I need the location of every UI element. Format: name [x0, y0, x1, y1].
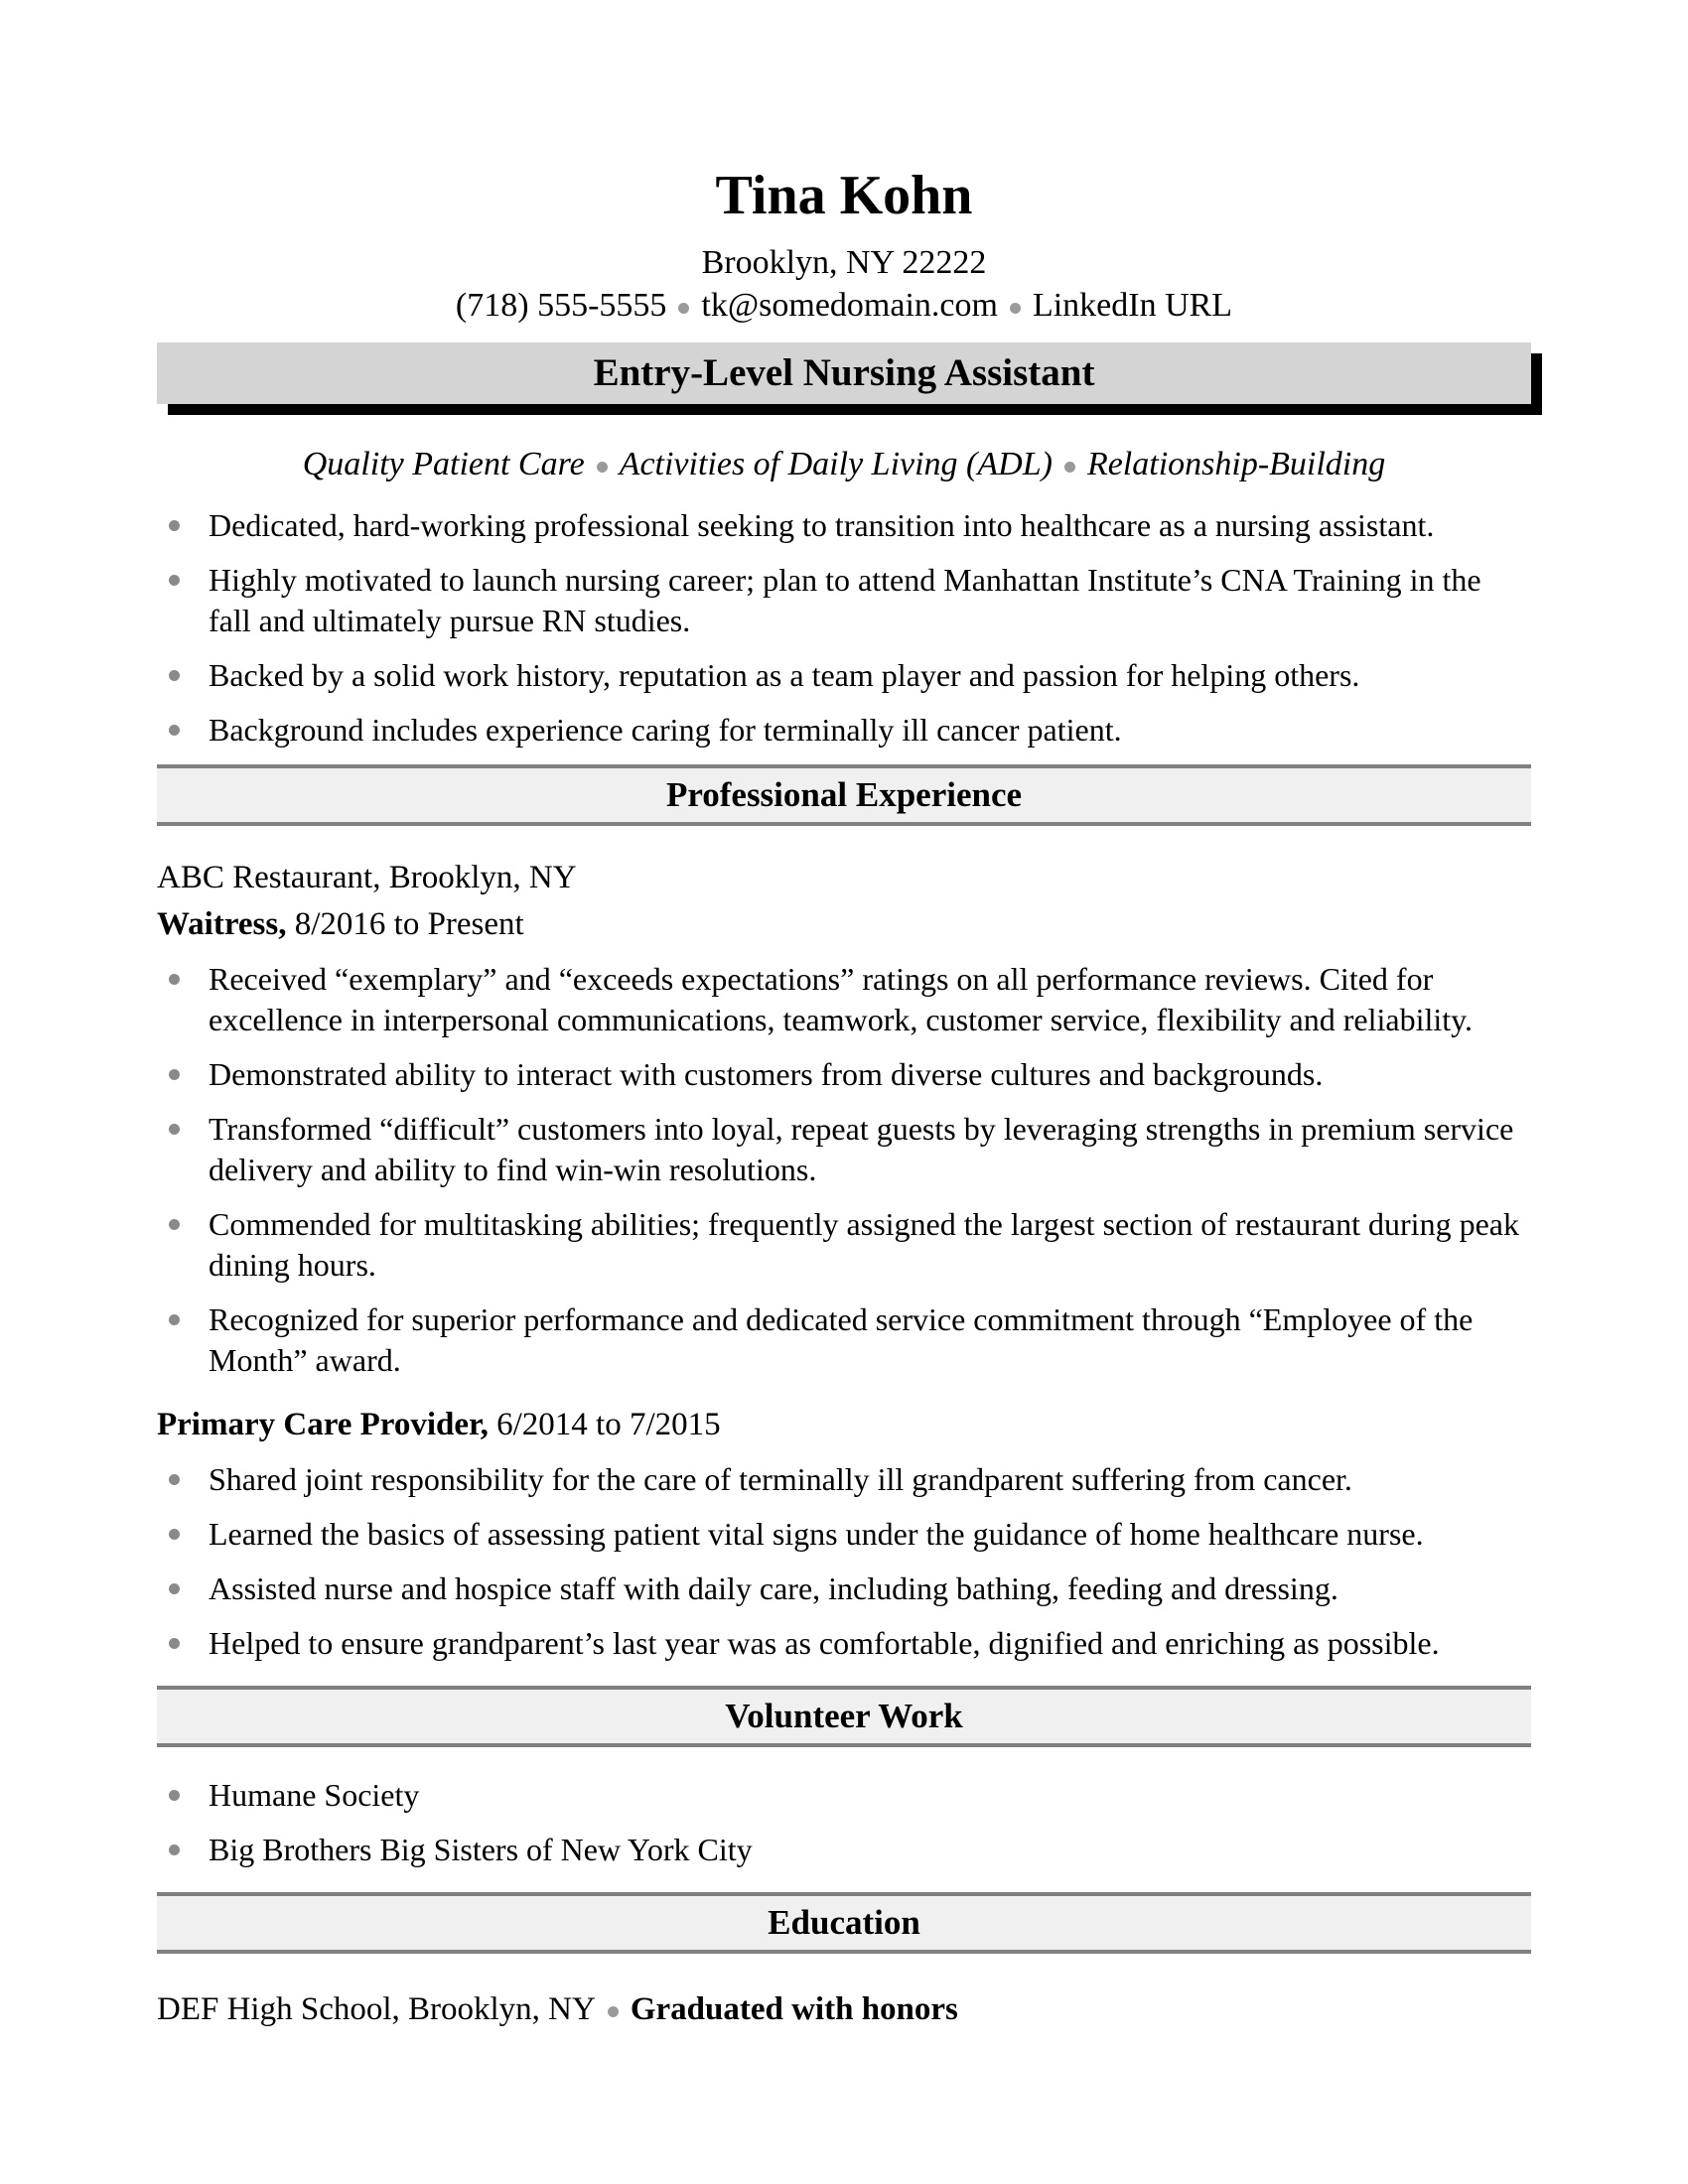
resume-header: [157, 164, 1531, 327]
bullet-icon: [169, 1474, 180, 1485]
separator-dot-icon: [1010, 303, 1021, 314]
job-title-text: Primary Care Provider,: [157, 1406, 489, 1442]
section-heading-text: Education: [768, 1902, 920, 1942]
experience-bullet-text: Transformed “difficult” customers into loyal, repeat guests by leveraging strengths in premium service delivery and ability to find win-win resolutions.: [209, 1111, 1514, 1188]
experience-bullet: [157, 1623, 1531, 1664]
contact-line: [157, 286, 1531, 327]
bullet-icon: [169, 1638, 180, 1649]
bullet-icon: [169, 1124, 180, 1135]
bullet-icon: [169, 670, 180, 681]
title-banner: [157, 342, 1531, 404]
job-title-waitress: [157, 904, 1531, 945]
tagline-item: Quality Patient Care: [302, 445, 585, 482]
bullet-icon: [169, 1314, 180, 1325]
bullet-icon: [169, 1529, 180, 1540]
experience-bullet: [157, 1299, 1531, 1381]
summary-bullet-text: Dedicated, hard-working professional seeking to transition into healthcare as a nursing assistant.: [209, 506, 1435, 543]
experience-bullet-text: Demonstrated ability to interact with customers from diverse cultures and backgrounds.: [209, 1056, 1324, 1093]
education-honor: Graduated with honors: [630, 1990, 958, 2027]
summary-bullet-text: Highly motivated to launch nursing career; plan to attend Manhattan Institute’s CNA Training in the fall and ultimately pursue RN studies.: [209, 561, 1481, 638]
linkedin-url: LinkedIn URL: [1032, 287, 1233, 325]
volunteer-item-text: Humane Society: [209, 1776, 420, 1813]
separator-dot-icon: [597, 462, 608, 473]
summary-bullet: [157, 655, 1531, 696]
primary-care-bullet-list: [157, 1459, 1531, 1664]
section-heading-experience: [157, 764, 1531, 826]
bullet-icon: [169, 725, 180, 736]
experience-bullet-text: Learned the basics of assessing patient vital signs under the guidance of home healthcare nurse.: [209, 1516, 1424, 1553]
bullet-icon: [169, 1069, 180, 1080]
job-title-text: Waitress,: [157, 906, 287, 942]
volunteer-item: [157, 1830, 1531, 1870]
experience-bullet-text: Helped to ensure grandparent’s last year was as comfortable, dignified and enriching as possible.: [209, 1624, 1440, 1661]
banner-title: Entry-Level Nursing Assistant: [593, 351, 1095, 395]
volunteer-item: [157, 1775, 1531, 1816]
section-heading-text: Volunteer Work: [725, 1696, 963, 1735]
summary-bullet-text: Backed by a solid work history, reputation as a team player and passion for helping others.: [209, 656, 1360, 693]
experience-bullet: [157, 1054, 1531, 1095]
location-line: Brooklyn, NY 22222: [701, 244, 987, 282]
summary-list: [157, 505, 1531, 751]
candidate-name: Tina Kohn: [715, 165, 973, 226]
experience-bullet-text: Commended for multitasking abilities; frequently assigned the largest section of restaurant during peak dining hours.: [209, 1206, 1519, 1283]
waitress-bullet-list: [157, 959, 1531, 1381]
summary-bullet: [157, 710, 1531, 751]
experience-bullet: [157, 1109, 1531, 1190]
summary-bullet: [157, 560, 1531, 641]
section-heading-education: [157, 1892, 1531, 1954]
job-title-primary-care-provider: [157, 1405, 1531, 1445]
summary-bullet: [157, 505, 1531, 546]
job-dates: 8/2016 to Present: [294, 906, 524, 942]
bullet-icon: [169, 1790, 180, 1801]
summary-bullet-text: Background includes experience caring for terminally ill cancer patient.: [209, 711, 1122, 748]
experience-bullet-text: Shared joint responsibility for the care of terminally ill grandparent suffering from cancer.: [209, 1461, 1352, 1498]
phone-number: (718) 555-5555: [455, 287, 667, 325]
experience-bullet: [157, 1514, 1531, 1555]
experience-bullet: [157, 959, 1531, 1040]
separator-dot-icon: [1064, 462, 1075, 473]
separator-dot-icon: [678, 303, 689, 314]
tagline: [157, 446, 1531, 483]
volunteer-item-text: Big Brothers Big Sisters of New York City: [209, 1831, 753, 1867]
bullet-icon: [169, 1583, 180, 1594]
tagline-item: Relationship-Building: [1086, 445, 1386, 482]
section-heading-volunteer: [157, 1686, 1531, 1747]
experience-bullet-text: Assisted nurse and hospice staff with daily care, including bathing, feeding and dressing.: [209, 1570, 1338, 1606]
email-address: tk@somedomain.com: [701, 287, 998, 325]
tagline-item: Activities of Daily Living (ADL): [619, 445, 1053, 482]
bullet-icon: [169, 520, 180, 531]
bullet-icon: [169, 1219, 180, 1230]
school-name: DEF High School, Brooklyn, NY: [157, 1990, 596, 2027]
bullet-icon: [169, 1844, 180, 1855]
separator-dot-icon: [608, 2006, 619, 2017]
experience-bullet: [157, 1459, 1531, 1500]
volunteer-list: [157, 1775, 1531, 1870]
employer-line: ABC Restaurant, Brooklyn, NY: [157, 859, 577, 895]
job-dates: 6/2014 to 7/2015: [496, 1406, 721, 1442]
bullet-icon: [169, 575, 180, 586]
education-line: [157, 1989, 1531, 2030]
section-heading-text: Professional Experience: [665, 774, 1023, 814]
experience-bullet-text: Recognized for superior performance and dedicated service commitment through “Employee of the Month” award.: [209, 1300, 1474, 1378]
experience-bullet: [157, 1569, 1531, 1609]
experience-bullet: [157, 1204, 1531, 1286]
bullet-icon: [169, 974, 180, 985]
experience-bullet-text: Received “exemplary” and “exceeds expectations” ratings on all performance reviews. Cited for excellence in interpersonal communications, teamwork, customer service, flexibility and reliability.: [209, 961, 1474, 1038]
